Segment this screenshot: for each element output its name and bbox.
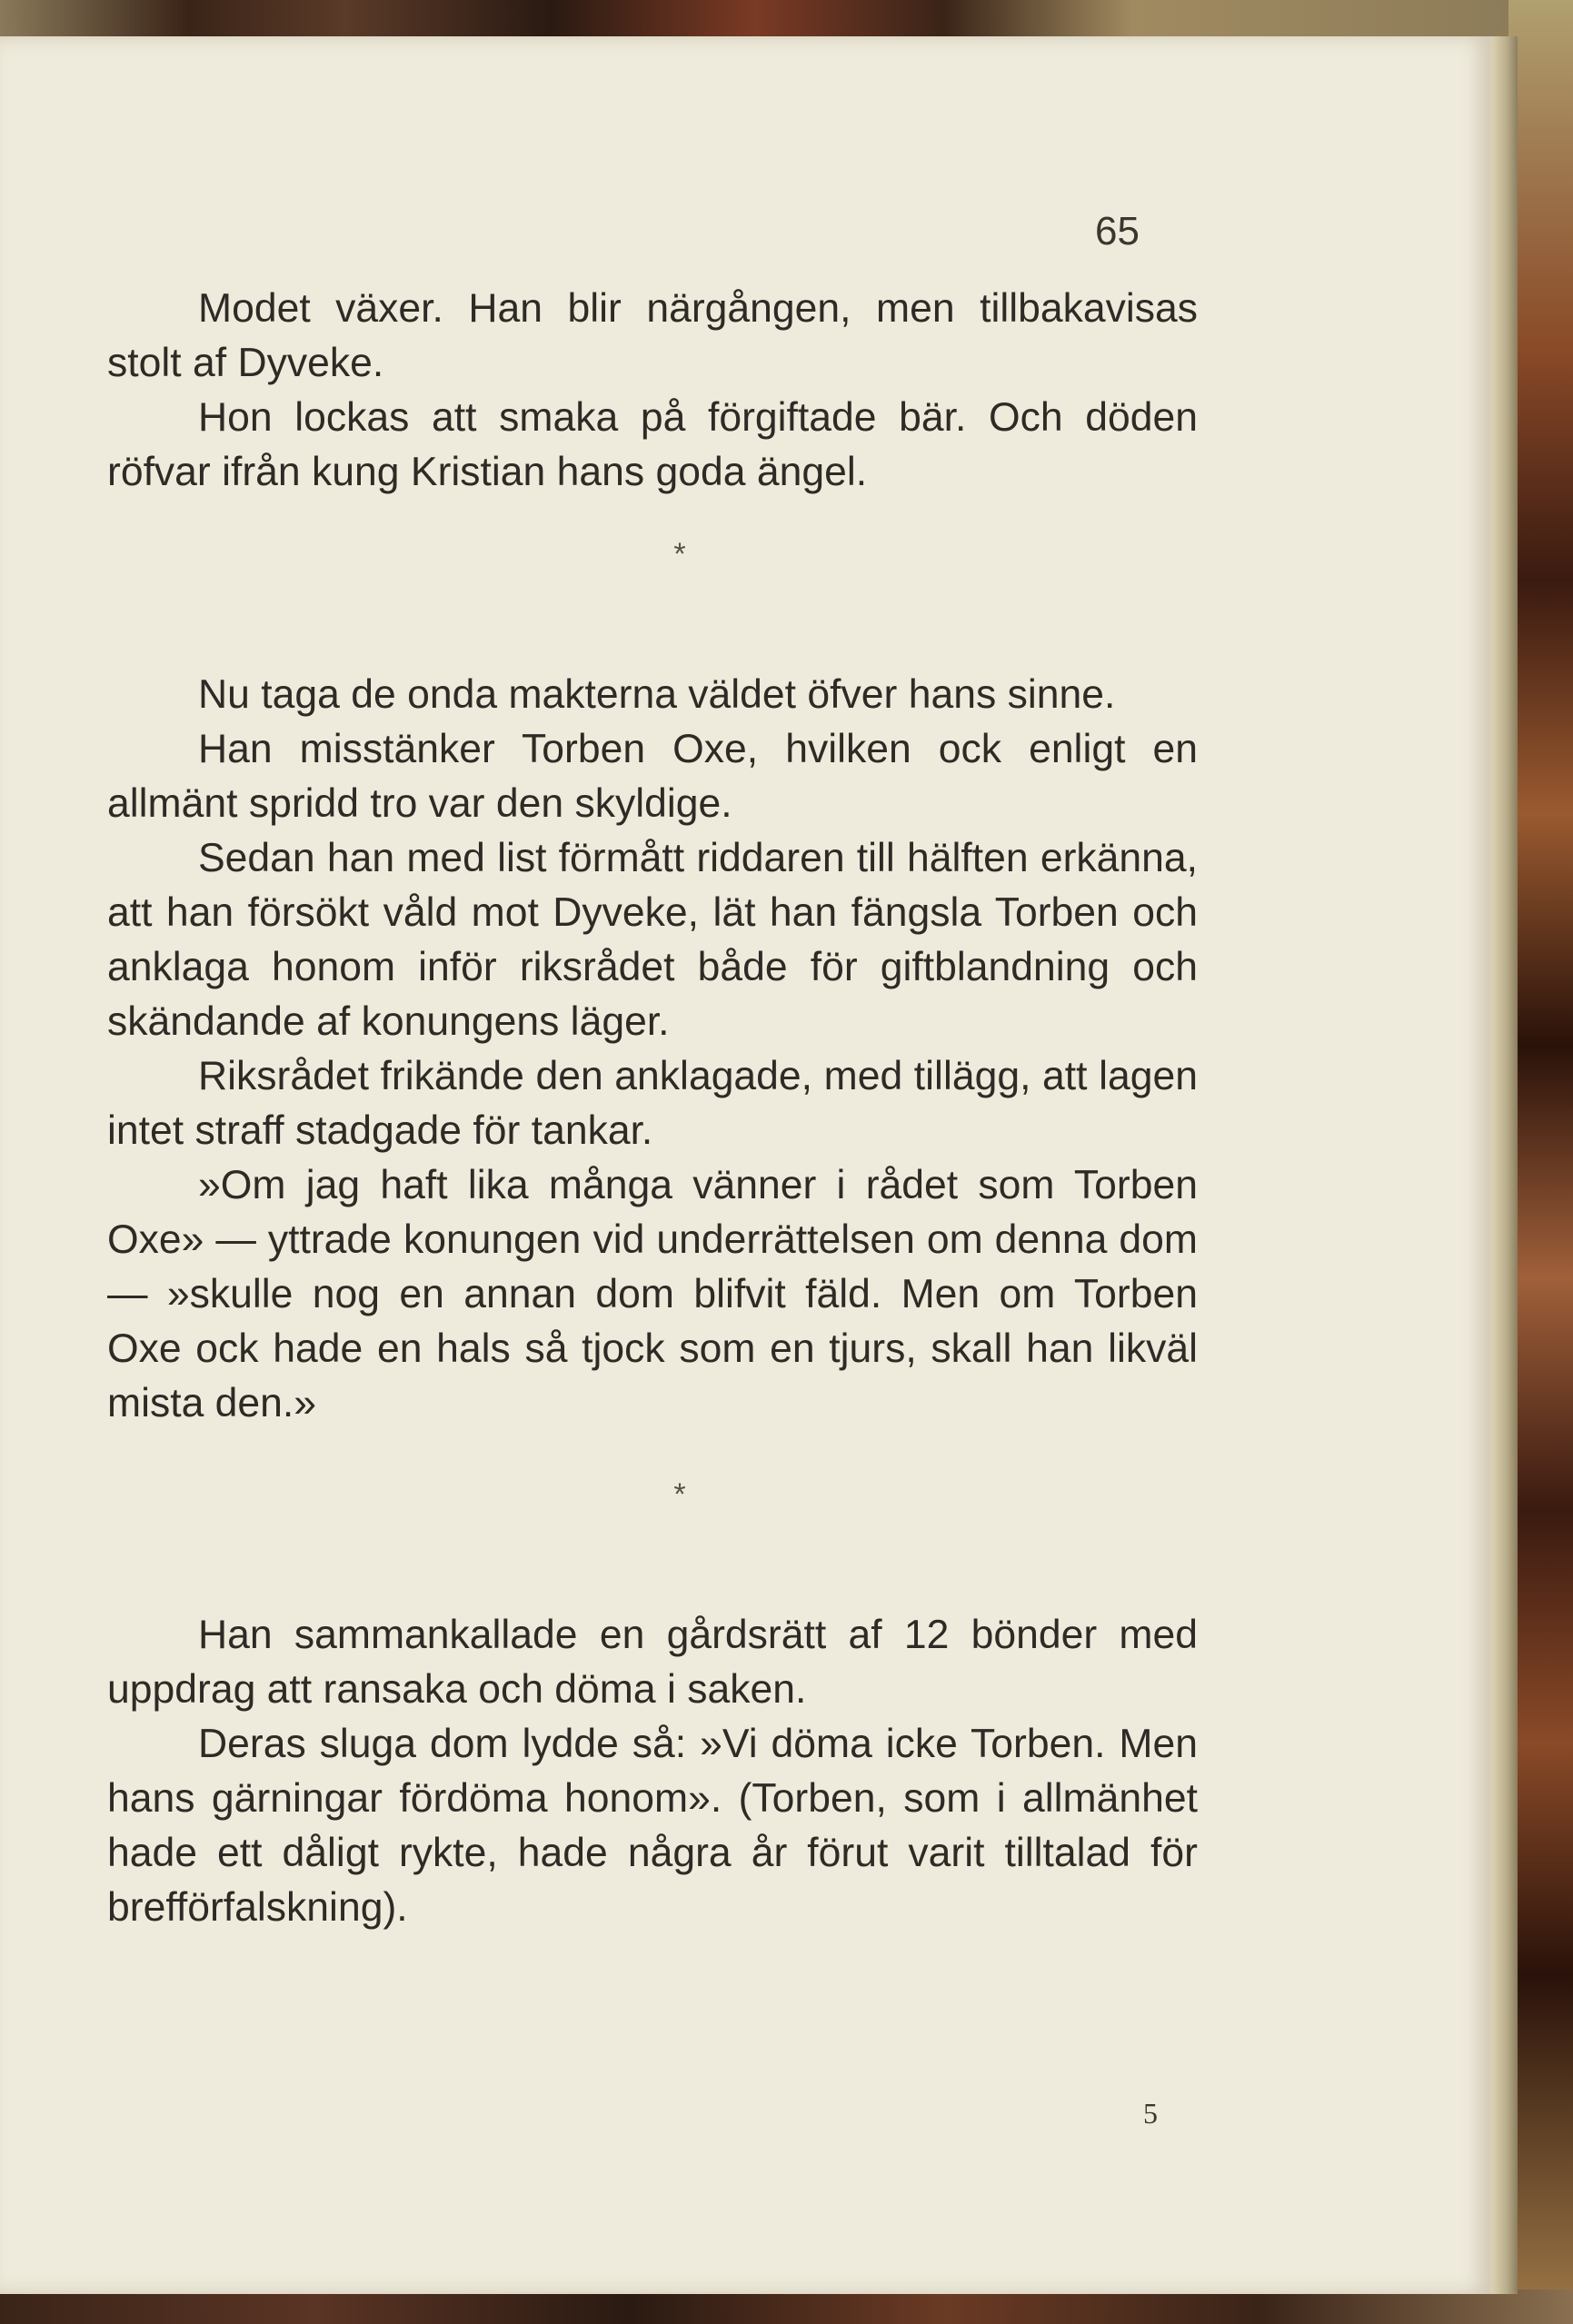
body-text (107, 282, 1198, 1935)
paragraph: »Om jag haft lika många vänner i rådet som Torben Oxe» — yttrade konungen vid underrättelsen om denna dom — »skulle nog en annan dom blifvit fäld. Men om Torben Oxe ock hade en hals så tjock som en tjurs, skall han likväl mista den.» (107, 1163, 1198, 1425)
page-number: 65 (1095, 209, 1140, 253)
paragraph: Sedan han med list förmått riddaren till hälften erkänna, att han försökt våld mot Dyveke, lät han fängsla Torben och anklaga honom inför riksrådet både för giftblandning och skändande af konungens läger. (107, 836, 1198, 1044)
section-separator: * (673, 537, 686, 571)
signature-mark: 5 (1143, 2097, 1158, 2130)
paragraph: Han misstänker Torben Oxe, hvilken ock enligt en allmänt spridd tro var den skyldige. (107, 727, 1198, 826)
book-binding-bottom (0, 2289, 1573, 2324)
paragraph: Riksrådet frikände den anklagade, med tillägg, att lagen intet straff stadgade för tankar. (107, 1054, 1198, 1153)
paragraph: Modet växer. Han blir närgången, men tillbakavisas stolt af Dyveke. (107, 286, 1198, 385)
paragraph: Deras sluga dom lydde så: »Vi döma icke Torben. Men hans gärningar fördöma honom». (Torben, som i allmänhet hade ett dåligt rykte, hade några år förut varit tilltalad för brefförfalskning). (107, 1722, 1198, 1930)
paragraph: Han sammankallade en gårdsrätt af 12 bönder med uppdrag att ransaka och döma i saken. (107, 1613, 1198, 1712)
book-binding-right (1508, 0, 1573, 2324)
section-separator: * (673, 1477, 686, 1512)
paragraph: Hon lockas att smaka på förgiftade bär. Och döden röfvar ifrån kung Kristian hans goda ängel. (107, 395, 1198, 494)
paragraph: Nu taga de onda makterna väldet öfver hans sinne. (198, 672, 1116, 717)
